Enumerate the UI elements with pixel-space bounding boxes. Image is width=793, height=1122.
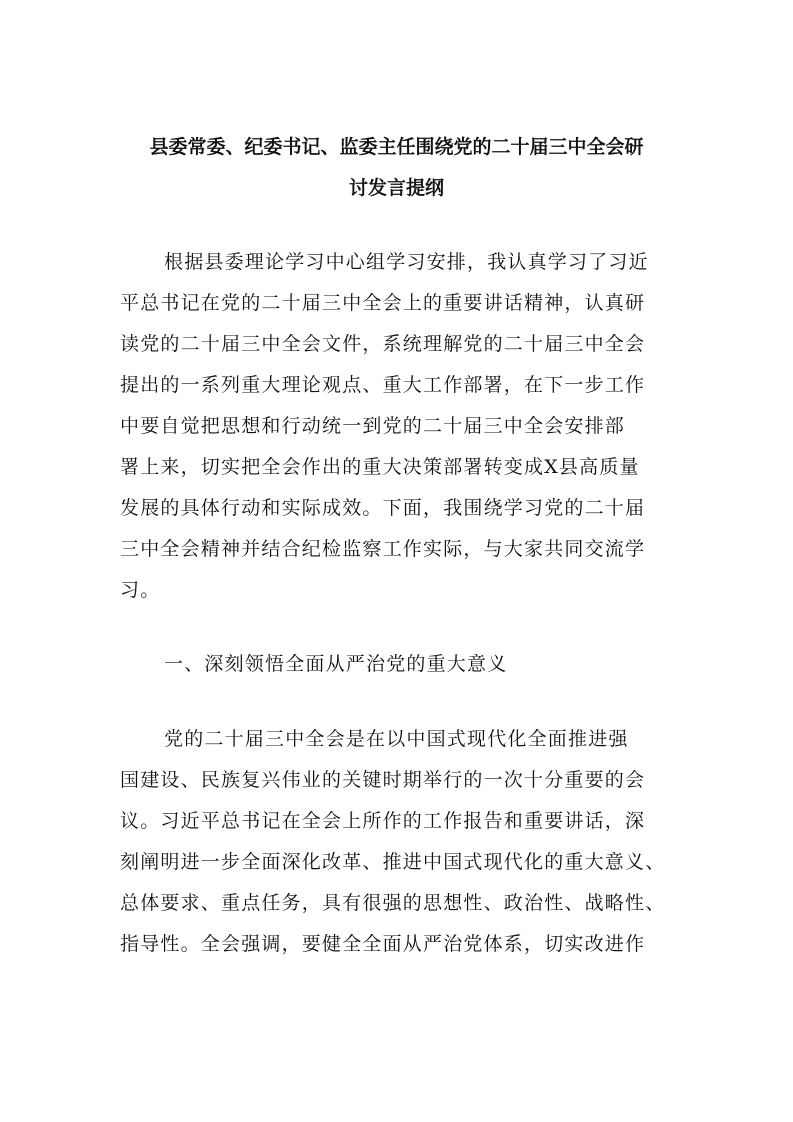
document-title-line-2: 讨发言提纲: [348, 177, 444, 199]
paragraph-intro-line: 三中全会精神并结合纪检监察工作实际，与大家共同交流学: [120, 538, 646, 560]
section-heading: 一、深刻领悟全面从严治党的重大意义: [164, 653, 508, 675]
paragraph-intro-line: 发展的具体行动和实际成效。下面，我围绕学习党的二十届: [120, 497, 646, 519]
paragraph-intro-line: 读党的二十届三中全会文件，系统理解党的二十届三中全会: [120, 333, 646, 355]
paragraph-body-line: 刻阐明进一步全面深化改革、推进中国式现代化的重大意义、: [120, 851, 666, 873]
paragraph-body-line: 议。习近平总书记在全会上所作的工作报告和重要讲话，深: [120, 810, 646, 832]
paragraph-body-line: 党的二十届三中全会是在以中国式现代化全面推进强: [164, 728, 629, 750]
paragraph-intro-line: 中要自觉把思想和行动统一到党的二十届三中全会安排部: [120, 415, 626, 437]
paragraph-intro-line: 根据县委理论学习中心组学习安排，我认真学习了习近: [164, 251, 649, 273]
paragraph-body-line: 指导性。全会强调，要健全全面从严治党体系，切实改进作: [120, 933, 646, 955]
document-title-line-1: 县委常委、纪委书记、监委主任围绕党的二十届三中全会研: [149, 136, 644, 158]
paragraph-intro-line: 习。: [120, 579, 161, 601]
paragraph-intro-line: 署上来，切实把全会作出的重大决策部署转变成X县高质量: [120, 456, 640, 478]
paragraph-body-line: 国建设、民族复兴伟业的关键时期举行的一次十分重要的会: [120, 769, 646, 791]
paragraph-intro-line: 提出的一系列重大理论观点、重大工作部署，在下一步工作: [120, 374, 646, 396]
paragraph-intro-line: 平总书记在党的二十届三中全会上的重要讲话精神，认真研: [120, 292, 646, 314]
paragraph-body-line: 总体要求、重点任务，具有很强的思想性、政治性、战略性、: [120, 892, 666, 914]
